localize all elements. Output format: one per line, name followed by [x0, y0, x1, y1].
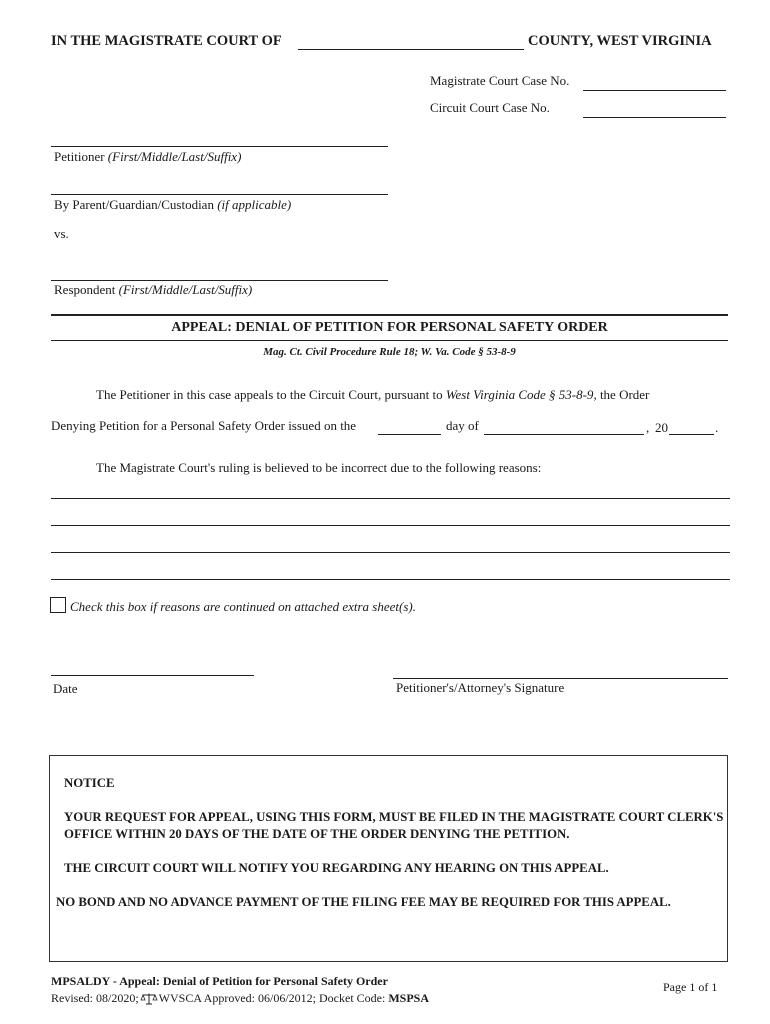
respondent-hint: (First/Middle/Last/Suffix) [118, 282, 253, 297]
date-input[interactable] [51, 657, 254, 676]
respondent-name-input[interactable] [51, 262, 388, 281]
magistrate-case-label: Magistrate Court Case No. [430, 73, 570, 88]
footer-docket-code: MSPSA [388, 991, 429, 1005]
court-heading-prefix: IN THE MAGISTRATE COURT OF [51, 33, 282, 49]
respondent-caption [54, 282, 252, 298]
form-subtitle: Mag. Ct. Civil Procedure Rule 18; W. Va. Code § 53-8-9 [263, 346, 516, 358]
guardian-name-input[interactable] [51, 176, 388, 195]
notice-hearing: THE CIRCUIT COURT WILL NOTIFY YOU REGARDING ANY HEARING ON THIS APPEAL. [64, 861, 609, 875]
appeal-code-reference: West Virginia Code § 53-8-9 [445, 387, 594, 402]
signature-input[interactable] [393, 660, 728, 679]
extra-sheets-checkbox[interactable] [50, 597, 66, 613]
appeal-text-start: The Petitioner in this case appeals to the Circuit Court, pursuant to [96, 387, 446, 402]
signature-label: Petitioner's/Attorney's Signature [396, 680, 565, 695]
order-date-text: Denying Petition for a Personal Safety Order issued on the [51, 418, 357, 433]
circuit-case-label: Circuit Court Case No. [430, 100, 550, 115]
notice-box [49, 755, 728, 962]
petitioner-hint: (First/Middle/Last/Suffix) [107, 149, 242, 164]
period-text: . [715, 420, 719, 435]
footer-form-title: MPSALDY - Appeal: Denial of Petition for Personal Safety Order [51, 974, 388, 988]
title-top-rule [51, 314, 728, 316]
order-month-input[interactable] [484, 416, 644, 435]
notice-bond-fee: NO BOND AND NO ADVANCE PAYMENT OF THE FILING FEE MAY BE REQUIRED FOR THIS APPEAL. [56, 895, 671, 909]
appeal-text-end: , the Order [593, 387, 650, 402]
respondent-label: Respondent [54, 282, 116, 297]
date-label: Date [53, 681, 78, 696]
reasons-intro: The Magistrate Court's ruling is believed to be incorrect due to the following reasons: [96, 460, 542, 475]
petitioner-name-input[interactable] [51, 128, 388, 147]
scales-of-justice-icon [140, 993, 158, 1005]
guardian-label: By Parent/Guardian/Custodian [54, 197, 214, 212]
footer-revised: Revised: 08/2020; [51, 991, 139, 1005]
year-prefix: 20 [655, 420, 668, 435]
court-heading-suffix: COUNTY, WEST VIRGINIA [528, 33, 712, 49]
form-title: APPEAL: DENIAL OF PETITION FOR PERSONAL SAFETY ORDER [171, 320, 608, 335]
magistrate-case-number-input[interactable] [583, 72, 726, 91]
footer-approved: WVSCA Approved: 06/06/2012; Docket Code: [158, 991, 386, 1005]
notice-heading: NOTICE [64, 776, 115, 790]
notice-filing-deadline: YOUR REQUEST FOR APPEAL, USING THIS FORM, MUST BE FILED IN THE MAGISTRATE COURT CLERK'S OFFICE WITHIN 20 DAYS OF THE DATE OF THE ORDER DENYING THE PETITION. [64, 810, 724, 841]
page-number: Page 1 of 1 [663, 980, 718, 994]
county-name-input[interactable] [298, 31, 524, 50]
circuit-case-number-input[interactable] [583, 99, 726, 118]
footer-revision-line [51, 991, 429, 1006]
guardian-hint: (if applicable) [217, 197, 292, 212]
extra-sheets-label: Check this box if reasons are continued on attached extra sheet(s). [70, 599, 416, 614]
reason-line-3[interactable] [51, 530, 730, 553]
reason-line-4[interactable] [51, 557, 730, 580]
day-of-text: day of [446, 418, 479, 433]
reason-line-2[interactable] [51, 503, 730, 526]
petitioner-label: Petitioner [54, 149, 105, 164]
comma-text: , [646, 420, 650, 435]
petitioner-caption [54, 149, 241, 165]
order-year-input[interactable] [669, 416, 714, 435]
reason-line-1[interactable] [51, 476, 730, 499]
order-day-input[interactable] [378, 416, 441, 435]
guardian-caption [54, 197, 291, 213]
title-bottom-rule [51, 340, 728, 341]
versus-text: vs. [54, 226, 69, 241]
appeal-paragraph-line1 [96, 387, 649, 403]
